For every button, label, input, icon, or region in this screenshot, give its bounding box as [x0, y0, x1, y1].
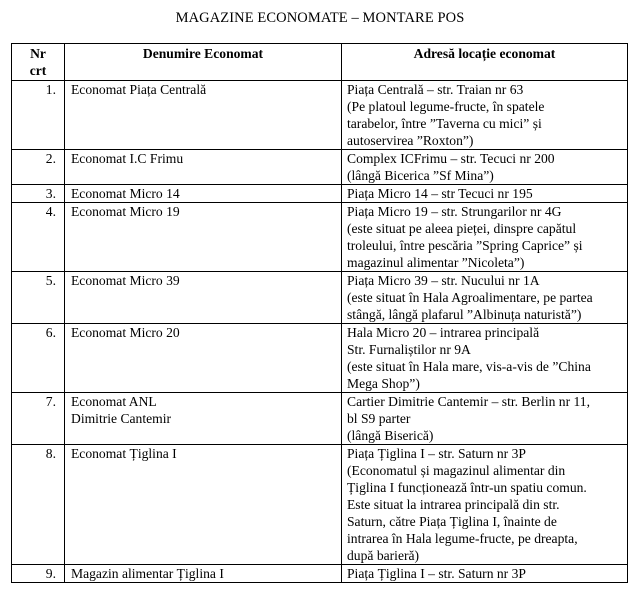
row-number: 7. — [12, 393, 65, 445]
address-line: după barieră) — [347, 548, 420, 563]
row-number: 2. — [12, 150, 65, 185]
table-row — [12, 393, 628, 445]
economat-name-line: Economat Micro 20 — [71, 325, 180, 340]
address-cell — [342, 393, 628, 445]
economat-name-line: Economat Micro 19 — [71, 204, 180, 219]
address-cell — [342, 81, 628, 150]
table-row — [12, 565, 628, 583]
address-line: (este situat în Hala mare, vis-a-vis de ”China — [347, 359, 591, 374]
economat-name-line: Magazin alimentar Țiglina I — [71, 566, 224, 581]
address-line: intrarea în Hala legume-fructe, pe dreapta, — [347, 531, 578, 546]
table-row — [12, 272, 628, 324]
economat-name-line: Economat Micro 14 — [71, 186, 180, 201]
address-line: Saturn, către Piața Țiglina I, înainte de — [347, 514, 557, 529]
economat-name-cell — [65, 81, 342, 150]
header-nr-crt — [12, 44, 65, 81]
address-line: autoservirea ”Roxton”) — [347, 133, 474, 148]
row-number: 9. — [12, 565, 65, 583]
address-line: stângă, lângă plafarul ”Albinuța naturistă”) — [347, 307, 582, 322]
address-line: tarabelor, între ”Taverna cu mici” și — [347, 116, 542, 131]
table-row — [12, 445, 628, 565]
economat-name-line: Economat Piața Centrală — [71, 82, 207, 97]
economat-name-line: Economat I.C Frimu — [71, 151, 184, 166]
address-line: Piața Micro 39 – str. Nucului nr 1A — [347, 273, 540, 288]
address-line: Piața Țiglina I – str. Saturn nr 3P — [347, 446, 526, 461]
address-line: (lângă Bicerica ”Sf Mina”) — [347, 168, 494, 183]
address-line: Piața Țiglina I – str. Saturn nr 3P — [347, 566, 526, 581]
header-adresa: Adresă locație economat — [342, 44, 628, 81]
economat-name-cell — [65, 272, 342, 324]
table-row — [12, 324, 628, 393]
address-cell — [342, 445, 628, 565]
table-row — [12, 150, 628, 185]
address-line: Piața Centrală – str. Traian nr 63 — [347, 82, 524, 97]
row-number: 5. — [12, 272, 65, 324]
address-cell — [342, 185, 628, 203]
table-row — [12, 185, 628, 203]
address-line: troleului, între pescăria ”Spring Caprice” și — [347, 238, 583, 253]
address-line: Este situat la intrarea principală din str. — [347, 497, 560, 512]
address-line: (Economatul și magazinul alimentar din — [347, 463, 566, 478]
row-number: 1. — [12, 81, 65, 150]
economat-name-cell — [65, 324, 342, 393]
header-denumire: Denumire Economat — [65, 44, 342, 81]
address-cell — [342, 324, 628, 393]
address-line: Piața Micro 19 – str. Strungarilor nr 4G — [347, 204, 562, 219]
address-line: magazinul alimentar ”Nicoleta”) — [347, 255, 525, 270]
address-line: Hala Micro 20 – intrarea principală — [347, 325, 540, 340]
economate-table — [11, 43, 628, 583]
address-cell — [342, 565, 628, 583]
address-line: Str. Furnaliștilor nr 9A — [347, 342, 471, 357]
address-line: bl S9 parter — [347, 411, 411, 426]
address-line: Cartier Dimitrie Cantemir – str. Berlin nr 11, — [347, 394, 591, 409]
document-title: MAGAZINE ECONOMATE – MONTARE POS — [175, 10, 465, 26]
row-number: 4. — [12, 203, 65, 272]
economat-name-cell — [65, 185, 342, 203]
address-line: Țiglina I funcționează într-un spatiu comun. — [347, 480, 587, 495]
address-cell — [342, 272, 628, 324]
table-row — [12, 203, 628, 272]
economat-name-line: Economat Țiglina I — [71, 446, 177, 461]
economat-name-cell — [65, 445, 342, 565]
economat-name-cell — [65, 203, 342, 272]
row-number: 8. — [12, 445, 65, 565]
economat-name-cell — [65, 565, 342, 583]
address-line: Mega Shop”) — [347, 376, 420, 391]
row-number: 6. — [12, 324, 65, 393]
header-nr-line: Nr — [30, 46, 46, 61]
row-number: 3. — [12, 185, 65, 203]
table-row — [12, 81, 628, 150]
economat-name-line: Economat ANL — [71, 394, 157, 409]
table-header-row — [12, 44, 628, 81]
address-line: (lângă Biserică) — [347, 428, 434, 443]
economat-name-line: Economat Micro 39 — [71, 273, 180, 288]
address-cell — [342, 203, 628, 272]
economat-name-cell — [65, 150, 342, 185]
economat-name-line: Dimitrie Cantemir — [71, 411, 172, 426]
address-line: (Pe platoul legume-fructe, în spatele — [347, 99, 545, 114]
address-line: Piața Micro 14 – str Tecuci nr 195 — [347, 186, 533, 201]
address-line: (este situat în Hala Agroalimentare, pe partea — [347, 290, 593, 305]
address-cell — [342, 150, 628, 185]
address-line: Complex ICFrimu – str. Tecuci nr 200 — [347, 151, 555, 166]
economat-name-cell — [65, 393, 342, 445]
address-line: (este situat pe aleea pieței, dinspre capătul — [347, 221, 577, 236]
header-crt-line: crt — [29, 63, 47, 78]
